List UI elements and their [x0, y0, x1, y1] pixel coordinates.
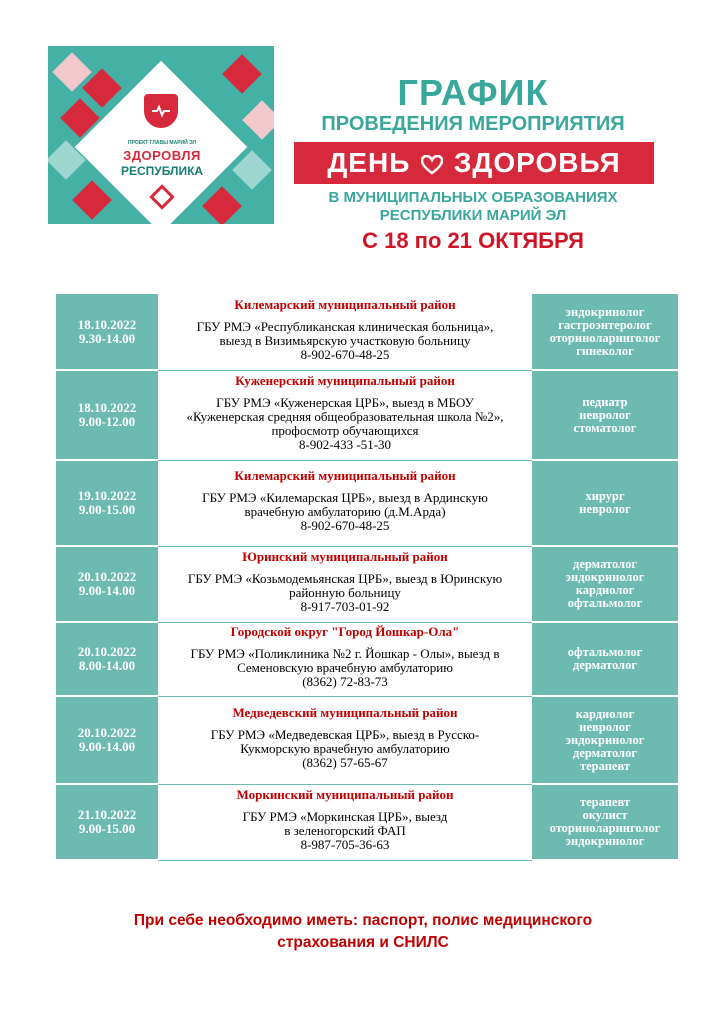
district-name: Моркинский муниципальный район — [236, 787, 454, 802]
event-time: 8.00-14.00 — [78, 658, 136, 673]
event-date: 20.10.2022 — [77, 569, 137, 584]
event-date: 19.10.2022 — [77, 488, 137, 503]
page-subtitle: ПРОВЕДЕНИЯ МЕРОПРИЯТИЯ — [321, 113, 625, 135]
details-line: «Куженерская средняя общеобразовательная школа №2», — [186, 409, 504, 424]
decor-tile — [222, 54, 262, 94]
district-name: Медведевский муниципальный район — [232, 705, 458, 720]
decor-tile — [242, 100, 274, 140]
table-row — [56, 294, 678, 370]
specialist-name: терапевт — [579, 795, 631, 809]
logo-project-text: ПРОЕКТ ГЛАВЫ МАРИЙ ЭЛ — [128, 140, 196, 146]
district-name: Городской округ "Город Йошкар-Ола" — [230, 624, 460, 639]
location-line1: В МУНИЦИПАЛЬНЫХ ОБРАЗОВАНИЯХ — [328, 189, 618, 206]
date-cell — [56, 622, 158, 696]
event-name-part2: ЗДОРОВЬЯ — [453, 147, 621, 178]
specialist-name: стоматолог — [573, 420, 637, 435]
details-line: 8-987-705-36-63 — [300, 837, 390, 852]
event-date: 20.10.2022 — [77, 725, 137, 740]
details-cell — [158, 784, 532, 860]
event-name-part1: ДЕНЬ — [327, 147, 411, 178]
specialist-name: кардиолог — [575, 583, 635, 597]
details-line: ГБУ РМЭ «Килемарская ЦРБ», выезд в Ардинскую — [202, 490, 488, 505]
event-name — [294, 147, 654, 179]
specialist-name: педиатр — [582, 394, 628, 409]
details-cell — [158, 294, 532, 370]
specialist-name: офтальмолог — [567, 645, 643, 659]
district-name: Килемарский муниципальный район — [234, 296, 456, 312]
event-time: 9.00-12.00 — [78, 414, 136, 429]
details-line: 8-902-433 -51-30 — [298, 437, 392, 452]
details-line: 8-902-670-48-25 — [300, 346, 390, 362]
heart-icon — [421, 155, 443, 175]
page-title: ГРАФИК — [397, 72, 549, 113]
specialist-name: оториноларинголог — [549, 821, 661, 835]
specialist-name: невролог — [579, 407, 631, 422]
shield-icon — [144, 94, 178, 128]
date-cell — [56, 460, 158, 546]
table-row — [56, 546, 678, 622]
details-line: профосмотр обучающихся — [271, 423, 419, 438]
date-cell — [56, 546, 158, 622]
specialist-name: офтальмолог — [567, 596, 643, 610]
table-row — [56, 784, 678, 860]
details-line: врачебную амбулаторию (д.М.Арда) — [244, 504, 446, 519]
district-name: Юринский муниципальный район — [242, 549, 448, 564]
specialist-name: невролог — [579, 502, 631, 516]
event-date: 21.10.2022 — [77, 807, 137, 822]
specialist-name: хирург — [585, 489, 625, 503]
logo-title: ЗДОРОВЛЯ — [123, 148, 201, 163]
table-row — [56, 370, 678, 460]
district-name: Куженерский муниципальный район — [235, 373, 455, 388]
date-cell — [56, 696, 158, 784]
details-line: ГБУ РМЭ «Моркинская ЦРБ», выезд — [242, 809, 448, 824]
table-row — [56, 622, 678, 696]
details-line: 8-902-670-48-25 — [300, 518, 390, 533]
details-line: Кукморскую врачебную амбулаторию — [240, 741, 450, 756]
specialist-name: невролог — [579, 719, 631, 734]
specialist-name: дерматолог — [573, 745, 637, 760]
specialist-name: кардиолог — [575, 706, 635, 721]
specialist-name: эндокринолог — [565, 834, 645, 848]
table-row — [56, 460, 678, 546]
specialist-name: окулист — [582, 808, 628, 822]
event-time: 9.00-15.00 — [78, 502, 136, 517]
event-date: 20.10.2022 — [77, 644, 137, 659]
table-row — [56, 696, 678, 784]
specialist-name: эндокринолог — [565, 732, 645, 747]
details-line: 8-917-703-01-92 — [300, 599, 390, 614]
location-line2: РЕСПУБЛИКИ МАРИЙ ЭЛ — [379, 207, 567, 224]
specialists-cell — [532, 546, 678, 622]
details-cell — [158, 370, 532, 460]
specialists-cell — [532, 784, 678, 860]
specialists-cell — [532, 460, 678, 546]
footer-line1: При себе необходимо иметь: паспорт, полис медицинского — [133, 912, 593, 929]
specialist-name: оториноларинголог — [549, 330, 661, 345]
details-line: ГБУ РМЭ «Медведевская ЦРБ», выезд в Русско- — [210, 727, 480, 742]
decor-tile — [72, 180, 112, 220]
details-cell — [158, 696, 532, 784]
details-line: Семеновскую врачебную амбулаторию — [237, 660, 453, 675]
event-date: 18.10.2022 — [77, 400, 137, 415]
details-line: ГБУ РМЭ «Поликлиника №2 г. Йошкар - Олы», выезд в — [190, 646, 500, 661]
specialist-name: дерматолог — [573, 658, 637, 672]
event-time: 9.00-14.00 — [78, 583, 136, 598]
specialists-cell — [532, 370, 678, 460]
details-line: (8362) 72-83-73 — [302, 674, 388, 689]
specialist-name: гинеколог — [576, 343, 634, 358]
event-time: 9.00-15.00 — [78, 821, 136, 836]
footer-line2: страхования и СНИЛС — [277, 934, 449, 951]
details-line: выезд в Визимьярскую участковую больницу — [219, 332, 471, 348]
event-time: 9.30-14.00 — [78, 330, 136, 346]
date-cell — [56, 784, 158, 860]
date-range: С 18 по 21 ОКТЯБРЯ — [362, 228, 584, 253]
schedule-table — [56, 294, 678, 861]
event-date: 18.10.2022 — [77, 316, 137, 332]
details-cell — [158, 546, 532, 622]
event-time: 9.00-14.00 — [78, 739, 136, 754]
decor-tile — [232, 150, 272, 190]
specialists-cell — [532, 294, 678, 370]
date-cell — [56, 370, 158, 460]
specialist-name: дерматолог — [573, 557, 637, 571]
specialist-name: эндокринолог — [565, 304, 645, 319]
district-name: Килемарский муниципальный район — [234, 468, 456, 483]
specialist-name: терапевт — [579, 758, 631, 773]
details-cell — [158, 460, 532, 546]
date-cell — [56, 294, 158, 370]
specialists-cell — [532, 622, 678, 696]
project-logo — [48, 46, 274, 224]
specialists-cell — [532, 696, 678, 784]
decor-tile — [202, 186, 242, 224]
details-line: районную больницу — [289, 585, 401, 600]
details-line: ГБУ РМЭ «Куженерская ЦРБ», выезд в МБОУ — [216, 395, 474, 410]
details-line: ГБУ РМЭ «Республиканская клиническая больница», — [196, 318, 494, 334]
details-line: ГБУ РМЭ «Козьмодемьянская ЦРБ», выезд в Юринскую — [187, 571, 503, 586]
footer-note — [60, 910, 666, 954]
details-line: в зеленогорский ФАП — [284, 823, 406, 838]
location-text — [290, 189, 656, 225]
specialist-name: эндокринолог — [565, 570, 645, 584]
logo-subtitle: РЕСПУБЛИКА — [120, 164, 204, 178]
details-line: (8362) 57-65-67 — [302, 755, 388, 770]
details-cell — [158, 622, 532, 696]
specialist-name: гастроэнтеролог — [558, 317, 652, 332]
